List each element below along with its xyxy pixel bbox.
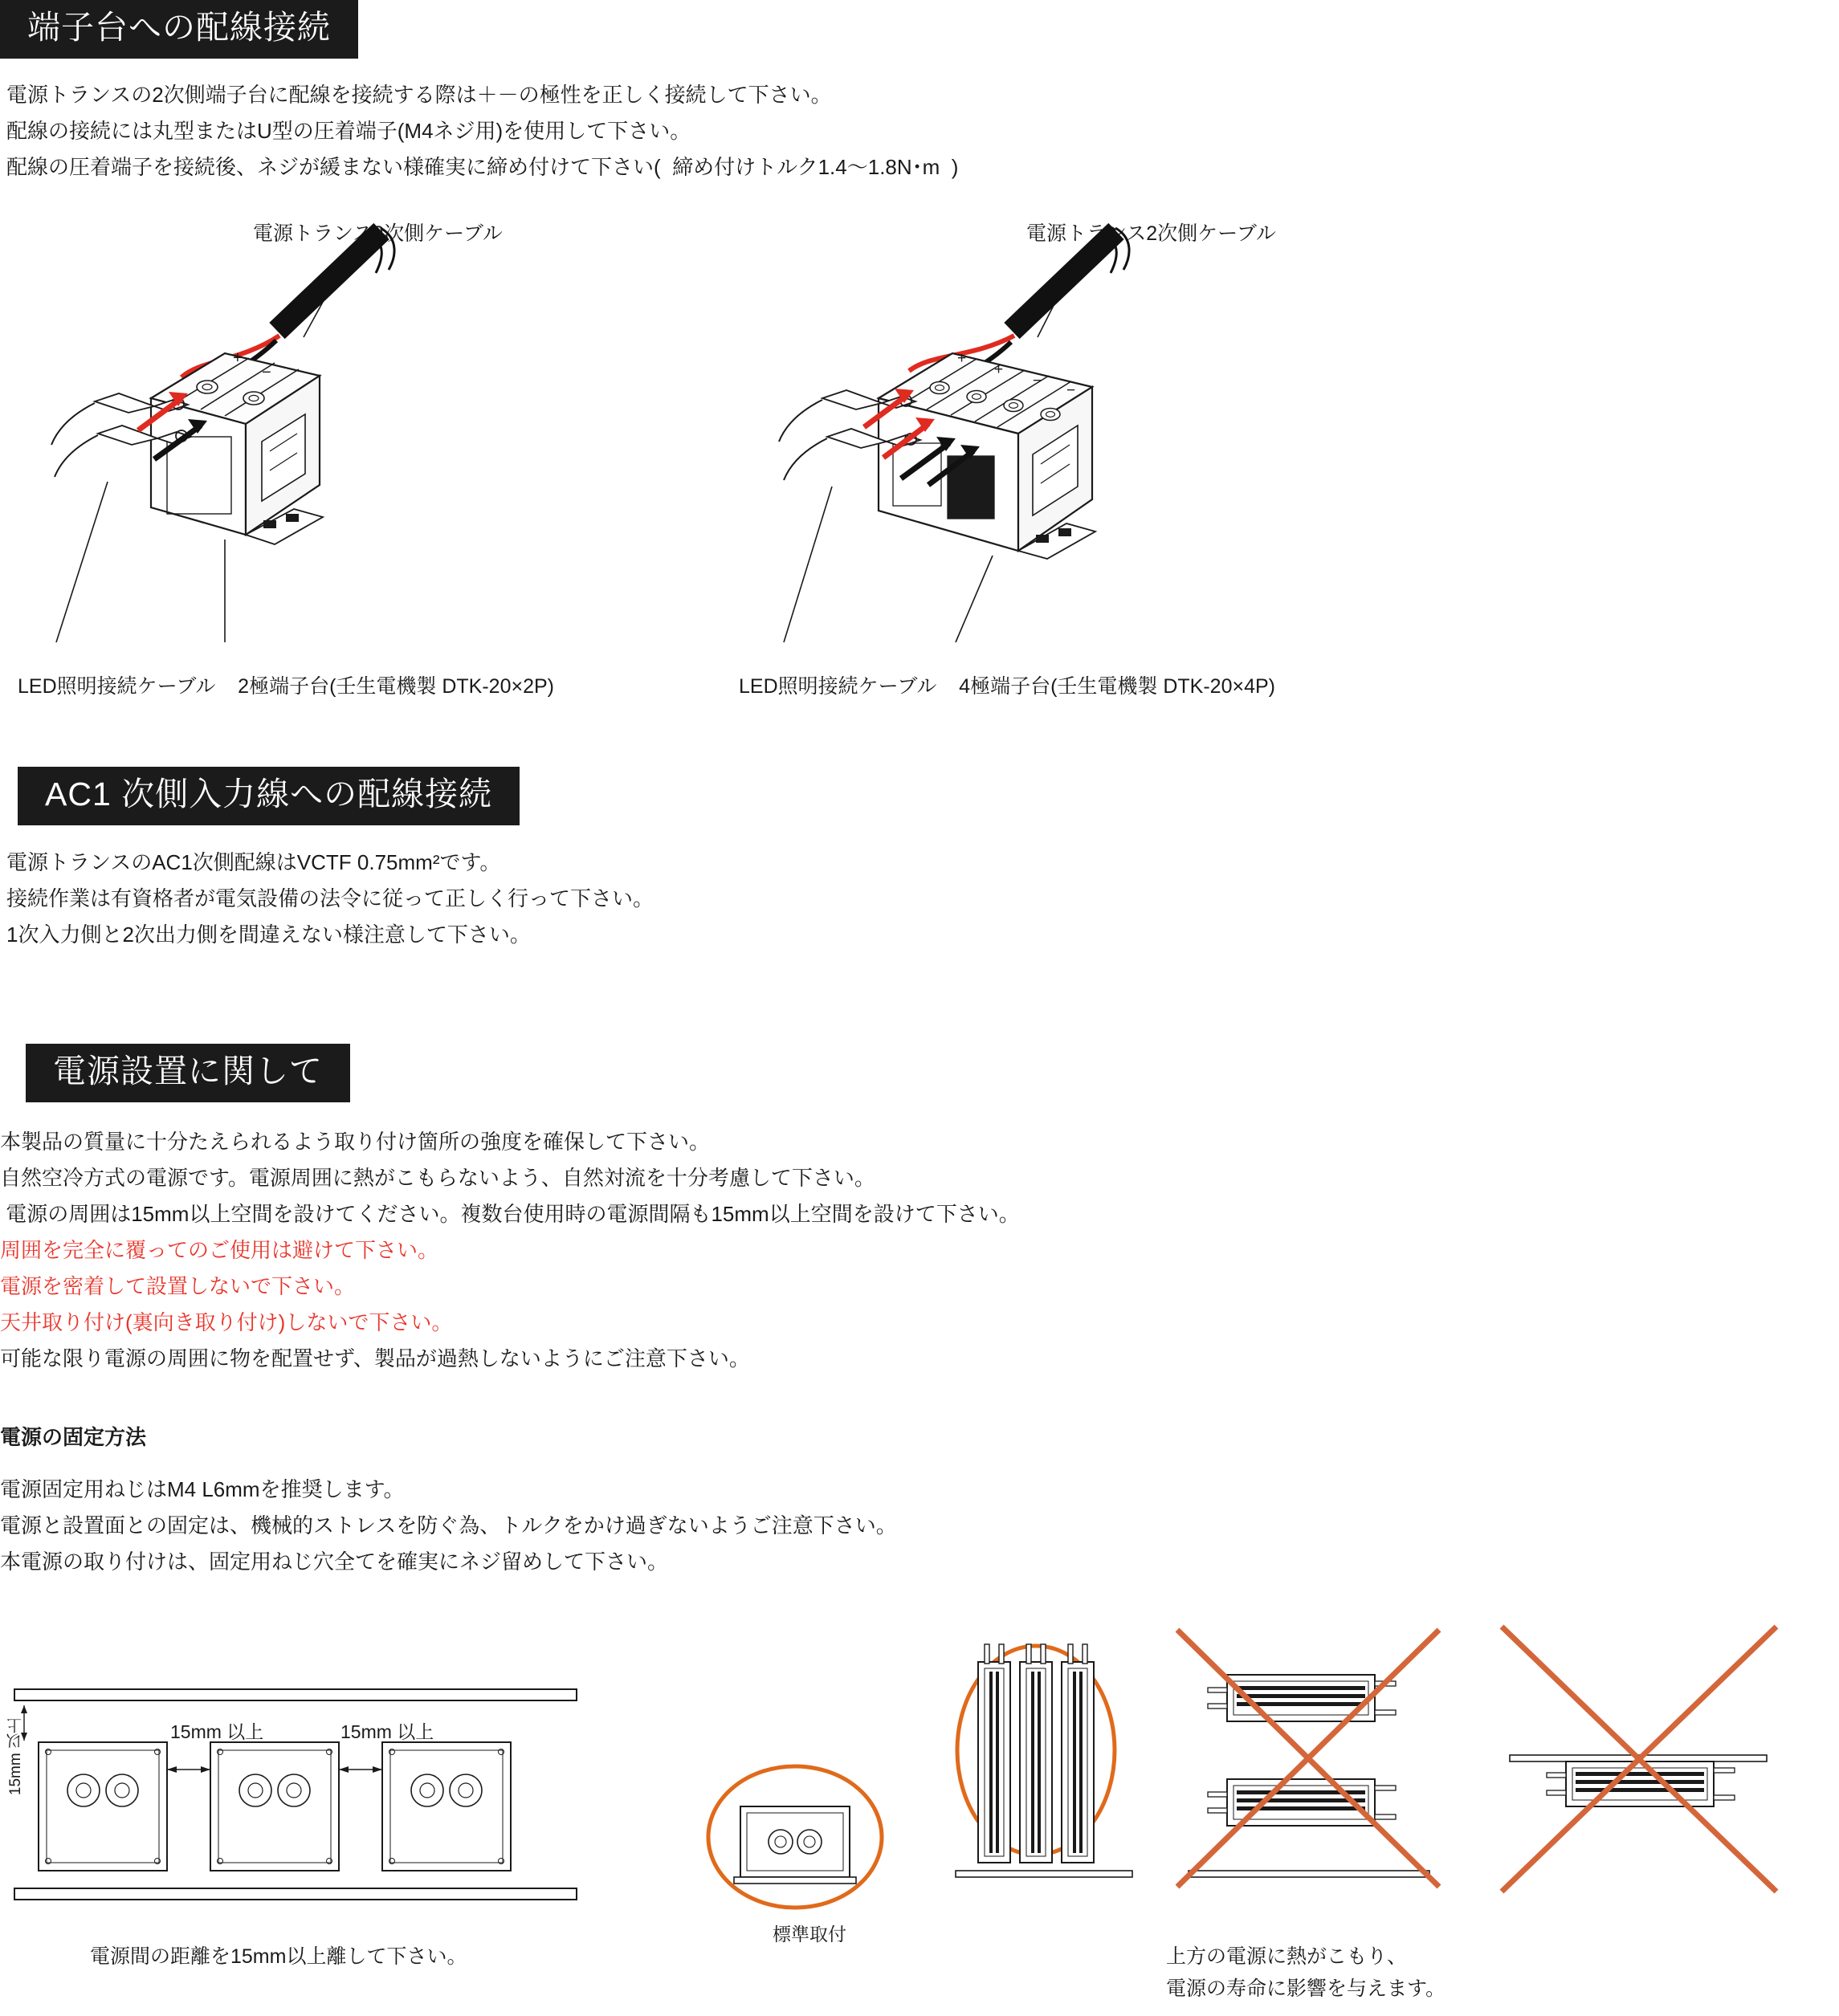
figure-2-pole-terminal-block <box>104 241 554 658</box>
banner-text: 端子台への配線接続 <box>0 0 358 59</box>
spacing-caption: 電源間の距離を15mm以上離して下さい。 <box>90 1945 467 1968</box>
figure-2-top-label: 電源トランス2次側ケーブル <box>1026 222 1276 245</box>
banner-text: AC1 次側入力線への配線接続 <box>18 767 520 825</box>
paragraph-ac-3: 1次入力側と2次出力側を間違えない様注意して下さい。 <box>6 922 531 947</box>
paragraph-terminal-2: 配線の接続には丸型またはU型の圧着端子(M4ネジ用)を使用して下さい。 <box>6 119 691 143</box>
svg-text:−: − <box>1066 382 1076 399</box>
paragraph-terminal-1: 電源トランスの2次側端子台に配線を接続する際は＋－の極性を正しく接続して下さい。 <box>6 83 832 107</box>
paragraph-ac-2: 接続作業は有資格者が電気設備の法令に従って正しく行って下さい。 <box>6 886 654 910</box>
paragraph-install-6-warning: 天井取り付け(裏向き取り付け)しないで下さい。 <box>0 1310 453 1334</box>
spacing-label-1: 15mm 以上 <box>170 1721 264 1742</box>
section-heading-installation <box>26 1044 350 1102</box>
svg-text:+: + <box>233 349 243 367</box>
paragraph-install-7: 可能な限り電源の周囲に物を配置せず、製品が過熱しないようにご注意下さい。 <box>0 1346 750 1370</box>
diagram-stacked-mount-prohibited <box>1156 1598 1462 1935</box>
diagram-ceiling-mount-prohibited <box>1478 1598 1799 1935</box>
figure-1-bottom-label: LED照明接続ケーブル 2極端子台(壬生電機製 DTK-20×2P) <box>18 675 554 698</box>
paragraph-install-3: 電源の周囲は15mm以上空間を設けてください。複数台使用時の電源間隔も15mm以上空間を設けて下さい。 <box>0 1202 1020 1226</box>
section-heading-ac-primary <box>18 767 520 825</box>
paragraph-install-5-warning: 電源を密着して設置しないで下さい。 <box>0 1274 356 1298</box>
figure-2-bottom-label: LED照明接続ケーブル 4極端子台(壬生電機製 DTK-20×4P) <box>739 675 1275 698</box>
standard-mount-label: 標準取付 <box>773 1924 846 1945</box>
svg-text:−: − <box>262 364 271 381</box>
stack-caption-line2: 電源の寿命に影響を与えます。 <box>1166 1977 1446 2000</box>
diagram-standard-mount <box>707 1710 915 1951</box>
paragraph-fixing-2: 電源と設置面との固定は、機械的ストレスを防ぐ為、トルクをかけ過ぎないようご注意下さい。 <box>0 1513 897 1537</box>
subheading-fixing-method: 電源の固定方法 <box>0 1425 147 1449</box>
figure-1-top-label: 電源トランス2次側ケーブル <box>253 222 503 245</box>
paragraph-fixing-3: 本電源の取り付けは、固定用ねじ穴全てを確実にネジ留めして下さい。 <box>0 1550 669 1574</box>
svg-text:−: − <box>1033 373 1042 389</box>
paragraph-install-4-warning: 周囲を完全に覆ってのご使用は避けて下さい。 <box>0 1238 439 1262</box>
spacing-label-vertical: 15mm 以上 <box>7 1718 24 1796</box>
spacing-label-2: 15mm 以上 <box>340 1721 434 1742</box>
section-heading-terminal-wiring <box>0 0 358 59</box>
banner-text: 電源設置に関して <box>26 1044 350 1102</box>
paragraph-fixing-1: 電源固定用ねじはM4 L6mmを推奨します。 <box>0 1477 405 1501</box>
figure-4-pole-terminal-block <box>851 241 1365 658</box>
diagram-spacing <box>0 1670 594 1935</box>
svg-text:+: + <box>957 350 967 367</box>
paragraph-install-2: 自然空冷方式の電源です。電源周囲に熱がこもらないよう、自然対流を十分考慮して下さい。 <box>0 1166 875 1190</box>
paragraph-ac-1: 電源トランスのAC1次側配線はVCTF 0.75mm²です。 <box>6 850 501 874</box>
stack-caption-line1: 上方の電源に熱がこもり、 <box>1166 1945 1408 1968</box>
paragraph-install-1: 本製品の質量に十分たえられるよう取り付け箇所の強度を確保して下さい。 <box>0 1130 711 1154</box>
paragraph-terminal-3: 配線の圧着端子を接続後、ネジが緩まない様確実に締め付けて下さい( 締め付けトルク1.4～1.8N･m ) <box>6 155 959 179</box>
svg-text:+: + <box>994 361 1004 378</box>
diagram-side-by-side-mount <box>915 1598 1156 1935</box>
